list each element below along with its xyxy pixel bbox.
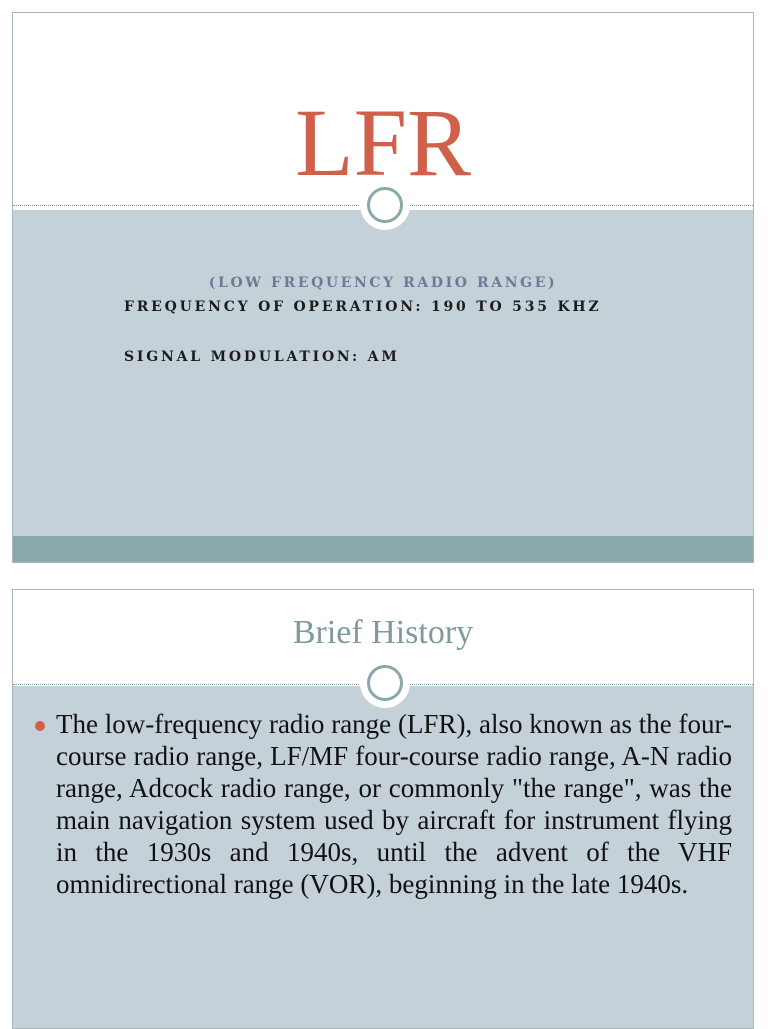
slide-title: LFR — [294, 89, 472, 196]
slide-title: Brief History — [292, 614, 474, 651]
slide-lfr-title — [12, 12, 754, 563]
bullet-dot-icon — [35, 721, 45, 731]
footer-band — [13, 536, 753, 562]
bullet-text: The low-frequency radio range (LFR), also known as the four-course radio range, LF/MF four-course radio range, A-N radio range, Adcock radio range, or commonly "the range", was the main navigation system used by aircraft for instrument flying in the 1930s and 1940s, until the advent of the VHF omnidirectional range (VOR), beginning in the late 1940s. — [56, 709, 732, 899]
frequency-of-operation: FREQUENCY OF OPERATION: 190 TO 535 KHZ — [124, 299, 602, 315]
slide-brief-history — [12, 589, 754, 1029]
signal-modulation: SIGNAL MODULATION: AM — [124, 349, 400, 365]
slide-subtitle: (LOW FREQUENCY RADIO RANGE) — [208, 275, 558, 291]
ring-ornament-icon — [360, 658, 410, 708]
